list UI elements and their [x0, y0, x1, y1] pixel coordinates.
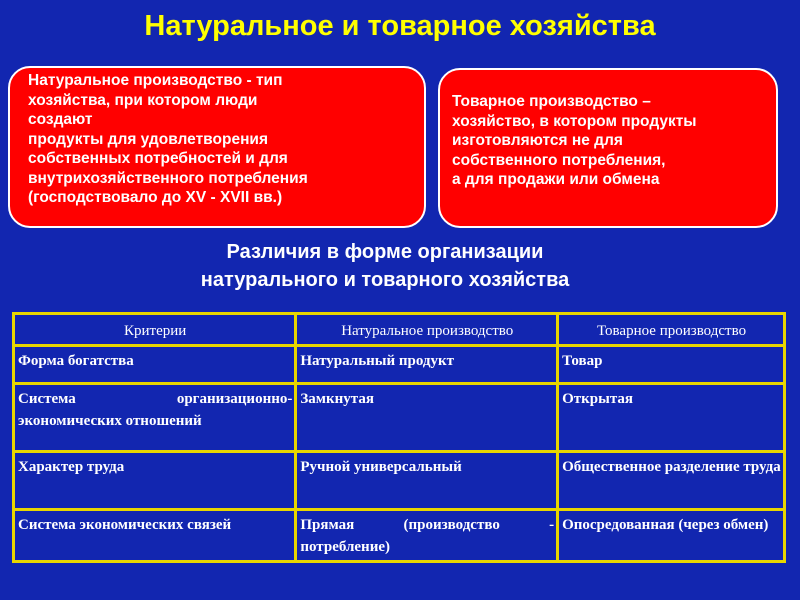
definition-line: (господствовало до XV - XVII вв.) — [28, 189, 283, 206]
comparison-table — [12, 312, 786, 563]
table-cell: Форма богатства — [14, 346, 296, 384]
definition-line: хозяйство, в котором продукты — [452, 112, 697, 130]
definition-line: а для продажи или обмена — [452, 171, 660, 188]
table-cell: Система экономических связей — [14, 510, 296, 562]
definition-line: хозяйства, при котором люди — [28, 91, 258, 109]
table-cell: Натуральный продукт — [296, 346, 558, 384]
table-row — [14, 452, 785, 510]
natural-production-definition — [8, 66, 426, 228]
commodity-production-definition — [438, 68, 778, 228]
definition-line: изготовляются не для — [452, 132, 623, 149]
section-subtitle — [0, 238, 770, 294]
subtitle-line: Различия в форме организации — [226, 241, 544, 263]
slide-title: Натуральное и товарное хозяйства — [144, 10, 656, 42]
definition-line: продукты для удовлетворения — [28, 130, 269, 148]
table-row — [14, 510, 785, 562]
table-cell: Система организационно-экономических отношений — [14, 384, 296, 452]
table-cell: Открытая — [558, 384, 785, 452]
definition-line: Натуральное производство - тип — [28, 72, 283, 89]
header-criteria: Критерии — [14, 314, 296, 346]
header-natural: Натуральное производство — [296, 314, 558, 346]
header-commodity: Товарное производство — [558, 314, 785, 346]
definition-line: создают — [28, 111, 93, 128]
definition-line: собственного потребления, — [452, 151, 666, 169]
definition-line: собственных потребностей и для — [28, 150, 288, 167]
table-cell: Товар — [558, 346, 785, 384]
table-cell: Замкнутая — [296, 384, 558, 452]
table-cell: Характер труда — [14, 452, 296, 510]
definition-line: внутрихозяйственного потребления — [28, 169, 308, 187]
table-cell: Общественное разделение труда — [558, 452, 785, 510]
table-row — [14, 384, 785, 452]
table-header-row — [14, 314, 785, 346]
table-row — [14, 346, 785, 384]
table-cell: Ручной универсальный — [296, 452, 558, 510]
table-cell: Прямая (производство - потребление) — [296, 510, 558, 562]
definition-line: Товарное производство – — [452, 93, 651, 110]
subtitle-line: натурального и товарного хозяйства — [200, 269, 570, 291]
table-cell: Опосредованная (через обмен) — [558, 510, 785, 562]
